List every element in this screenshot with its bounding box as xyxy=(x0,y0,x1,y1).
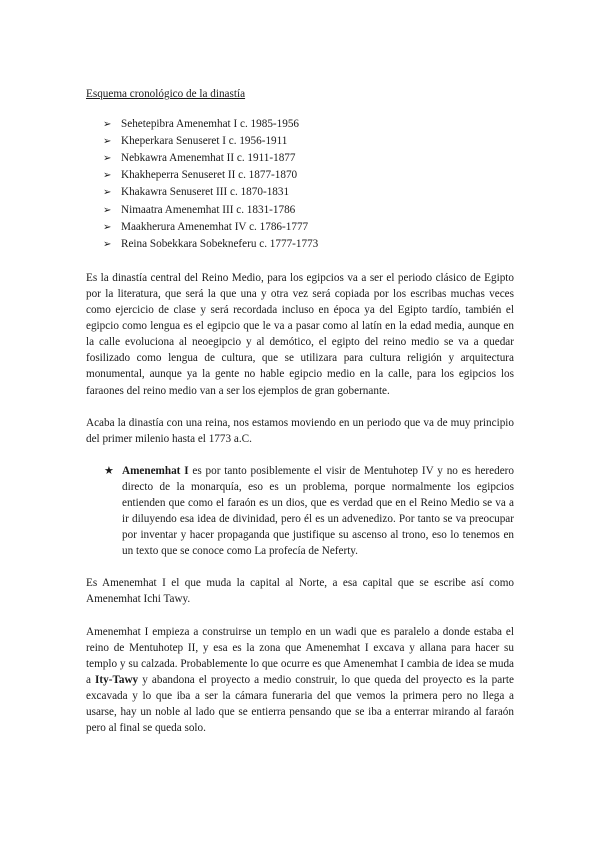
temple-text-a: Amenemhat I empieza a construirse un templo en un wadi que es paralelo a donde estaba el reino de Mentuhotep II, y esa es la zona que Amenemhat I excava y allana para hacer su templo y su calzada. Probablemente lo que ocurre es que Amenemhat I cambia de idea se muda a xyxy=(86,625,514,686)
arrow-bullet-icon: ➢ xyxy=(103,170,112,182)
paragraph-middle-kingdom: Es la dinastía central del Reino Medio, para los egipcios va a ser el periodo clásico de Egipto por la literatura, que será la que una y otra vez será copiada por los escribas muchas veces como ejercicio de clase y será recordada incluso en época ya del Egipto tardío, también el egipcio como lengua es el egipcio que le va a pasar como al latín en la edad media, aunque en la calle evoluciona al neoegipcio y al demótico, el egipto del reino medio se va a quedar fosilizado como lengua de cultura, que se utilizara para cultura religión y arquitectura monumental, aunque ya la gente no hable egipcio medio en la calle, para los egipcios los faraones del reino medio van a ser los ejemplos de gran gobernante. xyxy=(86,271,514,397)
document-page xyxy=(86,86,514,752)
list-item xyxy=(103,150,514,167)
list-item xyxy=(103,219,514,236)
ruler-label: Kheperkara Senuseret I c. 1956-1911 xyxy=(121,135,288,148)
bullet-bold-name: Amenemhat I xyxy=(122,464,189,477)
paragraph-dynasty-end: Acaba la dinastía con una reina, nos estamos moviendo en un periodo que va de muy principio del primer milenio hasta el 1773 a.C. xyxy=(86,416,514,445)
amenemhat-bullet xyxy=(104,463,514,560)
ruler-label: Khakawra Senuseret III c. 1870-1831 xyxy=(121,186,290,199)
list-item xyxy=(103,116,514,133)
ruler-label: Reina Sobekkara Sobekneferu c. 1777-1773 xyxy=(121,237,319,250)
star-bullet-icon: ★ xyxy=(104,463,114,477)
ruler-label: Nimaatra Amenemhat III c. 1831-1786 xyxy=(121,203,296,216)
arrow-bullet-icon: ➢ xyxy=(103,221,112,233)
bullet-body: es por tanto posiblemente el visir de Mentuhotep IV y no es heredero directo de la monarquía, eso es un problema, porque normalmente los egipcios entienden que como el faraón es un dios, que es verdad que en el Reino Medio se va a ir diluyendo esa idea de divinidad, pero él es un advenedizo. Por tanto se va preocupar por inventar y hacer propaganda que justifique su ascenso al trono, eso lo tenemos en un texto que se conoce como La profecía de Neferty. xyxy=(122,464,514,558)
ruler-label: Khakheperra Senuseret II c. 1877-1870 xyxy=(121,169,298,182)
arrow-bullet-icon: ➢ xyxy=(103,204,112,216)
bullet-text xyxy=(122,463,514,560)
ruler-label: Sehetepibra Amenemhat I c. 1985-1956 xyxy=(121,118,300,131)
paragraph-capital: Es Amenemhat I el que muda la capital al Norte, a esa capital que se escribe así como Amenemhat Ichi Tawy. xyxy=(86,577,514,606)
ruler-label: Maakherura Amenemhat IV c. 1786-1777 xyxy=(121,220,309,233)
section-heading: Esquema cronológico de la dinastía xyxy=(86,88,246,100)
list-item xyxy=(103,236,514,253)
list-item xyxy=(103,184,514,201)
arrow-bullet-icon: ➢ xyxy=(103,153,112,165)
arrow-bullet-icon: ➢ xyxy=(103,136,112,148)
list-item xyxy=(103,167,514,184)
ity-tawy-bold: Ity-Tawy xyxy=(95,673,139,686)
list-item xyxy=(103,133,514,150)
ruler-label: Nebkawra Amenemhat II c. 1911-1877 xyxy=(121,152,296,165)
arrow-bullet-icon: ➢ xyxy=(103,119,112,131)
arrow-bullet-icon: ➢ xyxy=(103,238,112,250)
dynasty-ruler-list xyxy=(86,116,514,253)
arrow-bullet-icon: ➢ xyxy=(103,187,112,199)
temple-text-b: y abandona el proyecto a medio construir, lo que queda del proyecto es la parte excavada y lo que iba a ser la cámara funeraria del que vemos la primera pero no llega a usarse, hay un noble al lado que se entierra pensando que se iba a enterrar mirando al faraón pero al final se queda solo. xyxy=(86,673,514,735)
list-item xyxy=(103,202,514,219)
paragraph-temple xyxy=(86,624,514,737)
